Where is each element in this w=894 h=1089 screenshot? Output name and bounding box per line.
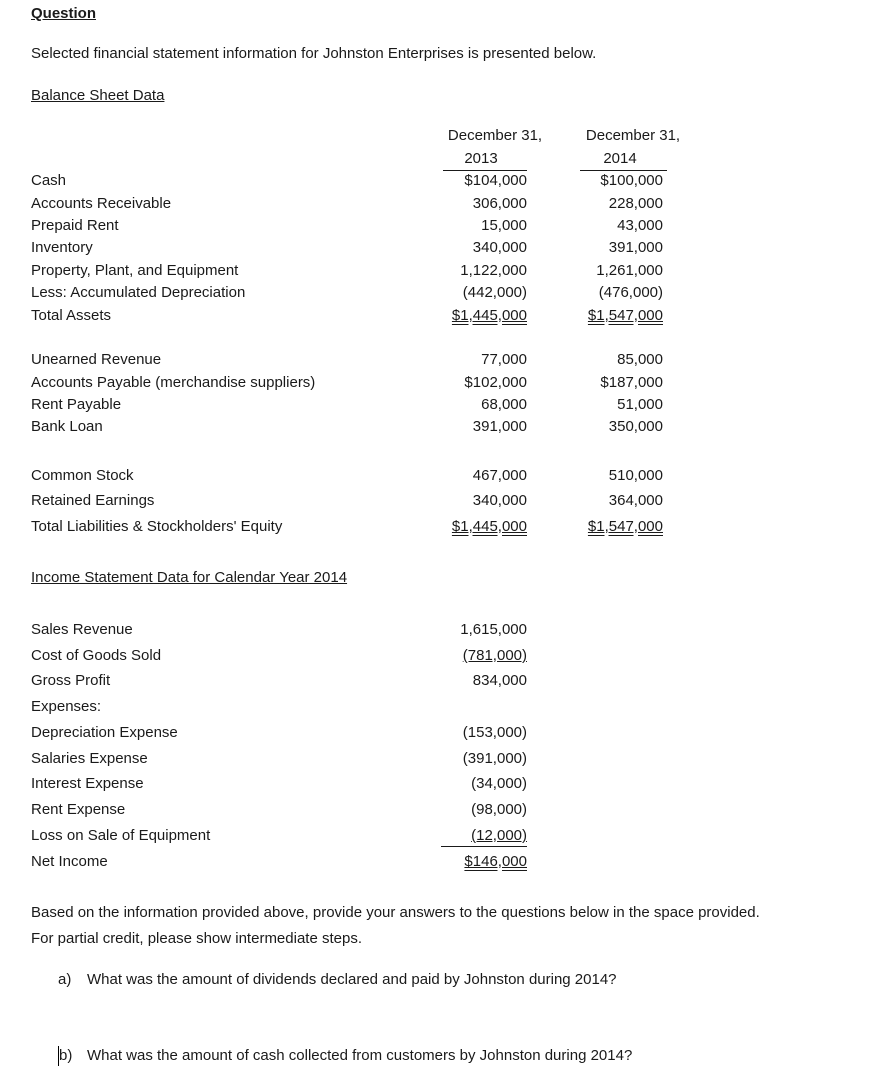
liabilities-row-value-2013: $102,000: [464, 374, 527, 391]
liabilities-row-value-2013: 77,000: [481, 351, 527, 368]
assets-row-value-2014: (476,000): [598, 284, 663, 301]
income-row-value: (781,000): [462, 647, 527, 664]
equity-row-value-2014: $1,547,000: [587, 518, 663, 535]
assets-row-label: Property, Plant, and Equipment: [31, 262, 239, 279]
liabilities-row-value-2013: 68,000: [481, 396, 527, 413]
income-row-label: Expenses:: [31, 698, 102, 715]
assets-row-label: Total Assets: [31, 307, 112, 324]
assets-row-value-2013: $1,445,000: [451, 307, 527, 324]
assets-row-label: Cash: [31, 172, 67, 189]
assets-row-value-2013: 340,000: [472, 239, 527, 256]
col-header-2013-rule: [443, 170, 527, 171]
assets-row-value-2014: 391,000: [608, 239, 663, 256]
income-row-label: Depreciation Expense: [31, 724, 178, 741]
question-b-marker: b): [59, 1047, 73, 1064]
question-a-text: What was the amount of dividends declared and paid by Johnston during 2014?: [87, 971, 617, 988]
col-header-2014-line2: 2014: [603, 150, 637, 167]
assets-row-value-2014: 43,000: [617, 217, 663, 234]
liabilities-row-label: Rent Payable: [31, 396, 122, 413]
liabilities-row-value-2014: $187,000: [600, 374, 663, 391]
income-row-label: Sales Revenue: [31, 621, 133, 638]
assets-row-label: Inventory: [31, 239, 93, 256]
assets-row-value-2013: (442,000): [462, 284, 527, 301]
income-row-value: (391,000): [462, 750, 527, 767]
col-header-2013-line2: 2013: [464, 150, 498, 167]
liabilities-row-value-2013: 391,000: [472, 418, 527, 435]
intro-text: Selected financial statement information for Johnston Enterprises is presented below.: [31, 45, 597, 62]
income-row-value: 834,000: [472, 672, 527, 689]
income-row-label: Gross Profit: [31, 672, 111, 689]
assets-row-label: Prepaid Rent: [31, 217, 119, 234]
equity-row-value-2013: 340,000: [472, 492, 527, 509]
liabilities-row-label: Unearned Revenue: [31, 351, 162, 368]
question-a-marker: a): [58, 971, 72, 988]
liabilities-row-value-2014: 85,000: [617, 351, 663, 368]
assets-row-label: Less: Accumulated Depreciation: [31, 284, 246, 301]
income-row-label: Net Income: [31, 853, 108, 870]
income-row-label: Loss on Sale of Equipment: [31, 827, 211, 844]
equity-row-label: Total Liabilities & Stockholders' Equity: [31, 518, 283, 535]
income-row-value: 1,615,000: [460, 621, 527, 638]
assets-row-value-2014: $100,000: [600, 172, 663, 189]
instruction-line-1: Based on the information provided above, provide your answers to the questions below in the space provided.: [31, 904, 760, 921]
assets-row-value-2013: $104,000: [464, 172, 527, 189]
equity-row-label: Common Stock: [31, 467, 134, 484]
assets-row-value-2014: $1,547,000: [587, 307, 663, 324]
question-title: Question: [31, 5, 97, 22]
income-row-value: $146,000: [464, 853, 527, 870]
assets-row-value-2013: 306,000: [472, 195, 527, 212]
equity-row-value-2014: 510,000: [608, 467, 663, 484]
income-row-label: Interest Expense: [31, 775, 144, 792]
question-b-text: What was the amount of cash collected from customers by Johnston during 2014?: [87, 1047, 633, 1064]
income-row-value: (153,000): [462, 724, 527, 741]
balance-sheet-heading: Balance Sheet Data: [31, 87, 165, 104]
col-header-2014-line1: December 31,: [585, 127, 681, 144]
liabilities-row-label: Accounts Payable (merchandise suppliers): [31, 374, 316, 391]
income-row-label: Salaries Expense: [31, 750, 148, 767]
col-header-2013-line1: December 31,: [447, 127, 543, 144]
income-row-value: (98,000): [471, 801, 527, 818]
equity-row-label: Retained Earnings: [31, 492, 155, 509]
income-statement-heading: Income Statement Data for Calendar Year 2014: [31, 569, 348, 586]
assets-row-value-2013: 15,000: [481, 217, 527, 234]
income-row-value: (34,000): [471, 775, 527, 792]
liabilities-row-value-2014: 350,000: [608, 418, 663, 435]
assets-row-label: Accounts Receivable: [31, 195, 172, 212]
instruction-line-2: For partial credit, please show intermediate steps.: [31, 930, 362, 947]
equity-row-value-2014: 364,000: [608, 492, 663, 509]
equity-row-value-2013: $1,445,000: [451, 518, 527, 535]
assets-row-value-2014: 1,261,000: [596, 262, 663, 279]
income-row-label: Rent Expense: [31, 801, 126, 818]
col-header-2014-rule: [580, 170, 667, 171]
liabilities-row-label: Bank Loan: [31, 418, 103, 435]
equity-row-value-2013: 467,000: [472, 467, 527, 484]
income-row-label: Cost of Goods Sold: [31, 647, 162, 664]
loss-underline-rule: [441, 846, 527, 847]
assets-row-value-2014: 228,000: [608, 195, 663, 212]
liabilities-row-value-2014: 51,000: [617, 396, 663, 413]
income-row-value: (12,000): [471, 827, 527, 844]
assets-row-value-2013: 1,122,000: [460, 262, 527, 279]
